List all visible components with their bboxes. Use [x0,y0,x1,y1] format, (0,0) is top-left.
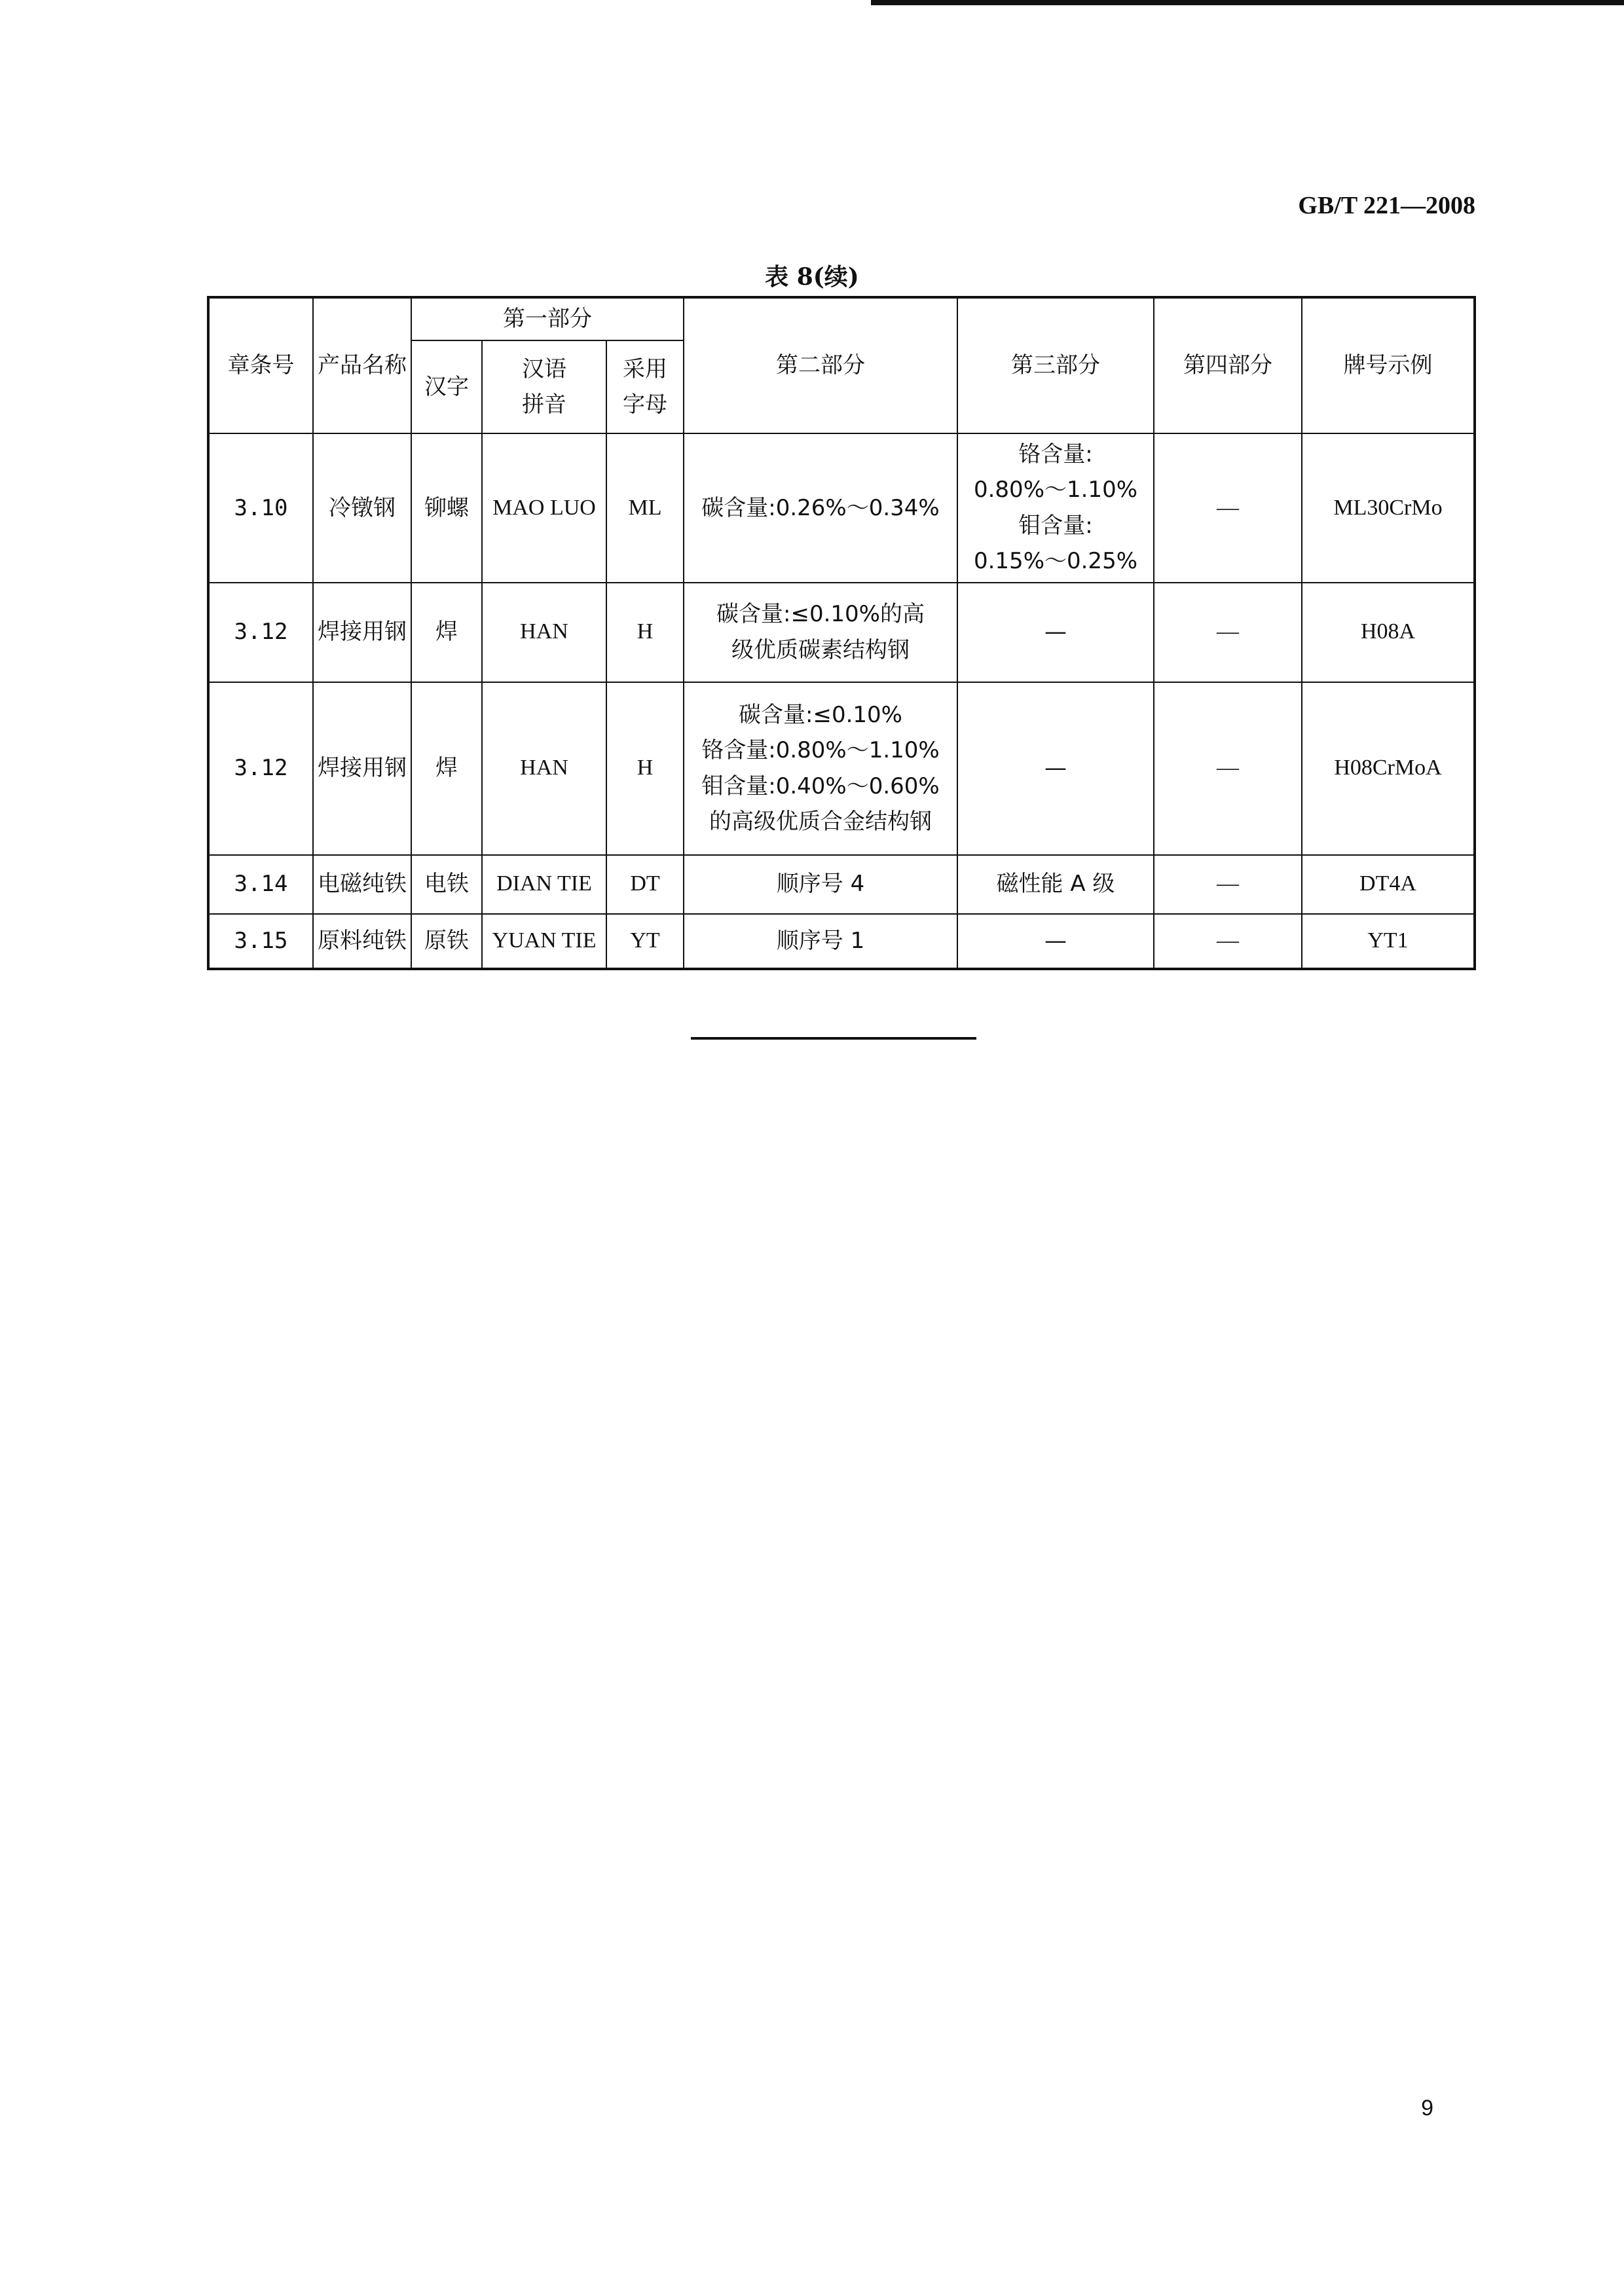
cell-hanzi: 铆螺 [411,433,482,583]
cell-part3 [957,433,1154,583]
col-header-part2: 第二部分 [684,297,957,433]
col-header-hanzi: 汉字 [411,340,482,433]
cell-part2 [684,914,957,969]
cell-part4: — [1154,855,1302,914]
cell-part3 [957,855,1154,914]
col-header-letters [606,340,684,433]
cell-pinyin: YUAN TIE [482,914,606,969]
cell-part3-line: 磁性能 A 级 [996,871,1115,898]
cell-part3 [957,682,1154,855]
cell-letters: H [606,583,684,682]
cell-part2-line: 碳含量:0.26%～0.34% [701,494,940,521]
col-header-letters-line2: 字母 [623,392,667,418]
table-body [208,433,1475,969]
cell-hanzi: 原铁 [411,914,482,969]
col-header-letters-line1: 采用 [623,355,667,382]
cell-part2-line: 级优质碳素结构钢 [731,636,910,663]
cell-product: 冷镦钢 [313,433,411,583]
table-row [208,682,1475,855]
cell-pinyin: DIAN TIE [482,855,606,914]
cell-clause: 3.10 [208,433,313,583]
cell-part3 [957,914,1154,969]
cell-part3-line: 钼含量: [1018,512,1093,539]
cell-product: 焊接用钢 [313,583,411,682]
cell-clause: 3.15 [208,914,313,969]
col-header-example: 牌号示例 [1302,297,1475,433]
table-row [208,433,1475,583]
page-number: 9 [1421,2096,1433,2121]
cell-part2-line: 铬含量:0.80%～1.10% [701,737,940,764]
cell-part3-line: 0.80%～1.10% [973,477,1138,503]
cell-part2-line: 碳含量:≤0.10% [739,701,902,728]
cell-part2-line: 顺序号 1 [776,927,865,954]
cell-part4: — [1154,433,1302,583]
cell-product: 原料纯铁 [313,914,411,969]
end-rule [691,1037,976,1040]
cell-pinyin: HAN [482,682,606,855]
cell-example: YT1 [1302,914,1475,969]
cell-pinyin: HAN [482,583,606,682]
cell-letters: H [606,682,684,855]
cell-part4: — [1154,682,1302,855]
cell-part2 [684,433,957,583]
top-edge-bar [871,0,1624,5]
cell-clause: 3.12 [208,583,313,682]
cell-part2-line: 的高级优质合金结构钢 [709,808,932,835]
cell-product: 焊接用钢 [313,682,411,855]
cell-part2-line: 钼含量:0.40%～0.60% [701,773,940,799]
cell-part4: — [1154,914,1302,969]
cell-part3-line: — [1044,755,1067,782]
cell-part3-line: — [1044,619,1067,646]
cell-hanzi: 焊 [411,682,482,855]
col-header-part4: 第四部分 [1154,297,1302,433]
table-row [208,914,1475,969]
cell-clause: 3.14 [208,855,313,914]
cell-hanzi: 电铁 [411,855,482,914]
cell-part2-line: 碳含量:≤0.10%的高 [716,601,925,628]
table-row [208,583,1475,682]
cell-pinyin: MAO LUO [482,433,606,583]
cell-part2 [684,583,957,682]
col-header-pinyin-line1: 汉语 [522,355,566,382]
cell-part3 [957,583,1154,682]
col-header-part3: 第三部分 [957,297,1154,433]
cell-part4: — [1154,583,1302,682]
cell-part3-line: — [1044,927,1067,954]
cell-part2 [684,855,957,914]
col-header-product: 产品名称 [313,297,411,433]
cell-part2-line: 顺序号 4 [776,871,865,898]
cell-letters: DT [606,855,684,914]
cell-hanzi: 焊 [411,583,482,682]
table-row [208,855,1475,914]
col-header-clause: 章条号 [208,297,313,433]
cell-part3-line: 铬含量: [1018,441,1093,467]
cell-example: ML30CrMo [1302,433,1475,583]
table-title: 表 8(续) [765,263,859,291]
col-header-part1: 第一部分 [411,297,684,340]
cell-product: 电磁纯铁 [313,855,411,914]
cell-part3-line: 0.15%～0.25% [973,548,1138,575]
cell-clause: 3.12 [208,682,313,855]
cell-example: H08CrMoA [1302,682,1475,855]
cell-letters: ML [606,433,684,583]
col-header-pinyin-line2: 拼音 [522,392,566,418]
cell-example: DT4A [1302,855,1475,914]
cell-example: H08A [1302,583,1475,682]
col-header-pinyin [482,340,606,433]
cell-part2 [684,682,957,855]
grade-designation-table [207,296,1476,970]
document-code: GB/T 221—2008 [1298,192,1475,219]
cell-letters: YT [606,914,684,969]
